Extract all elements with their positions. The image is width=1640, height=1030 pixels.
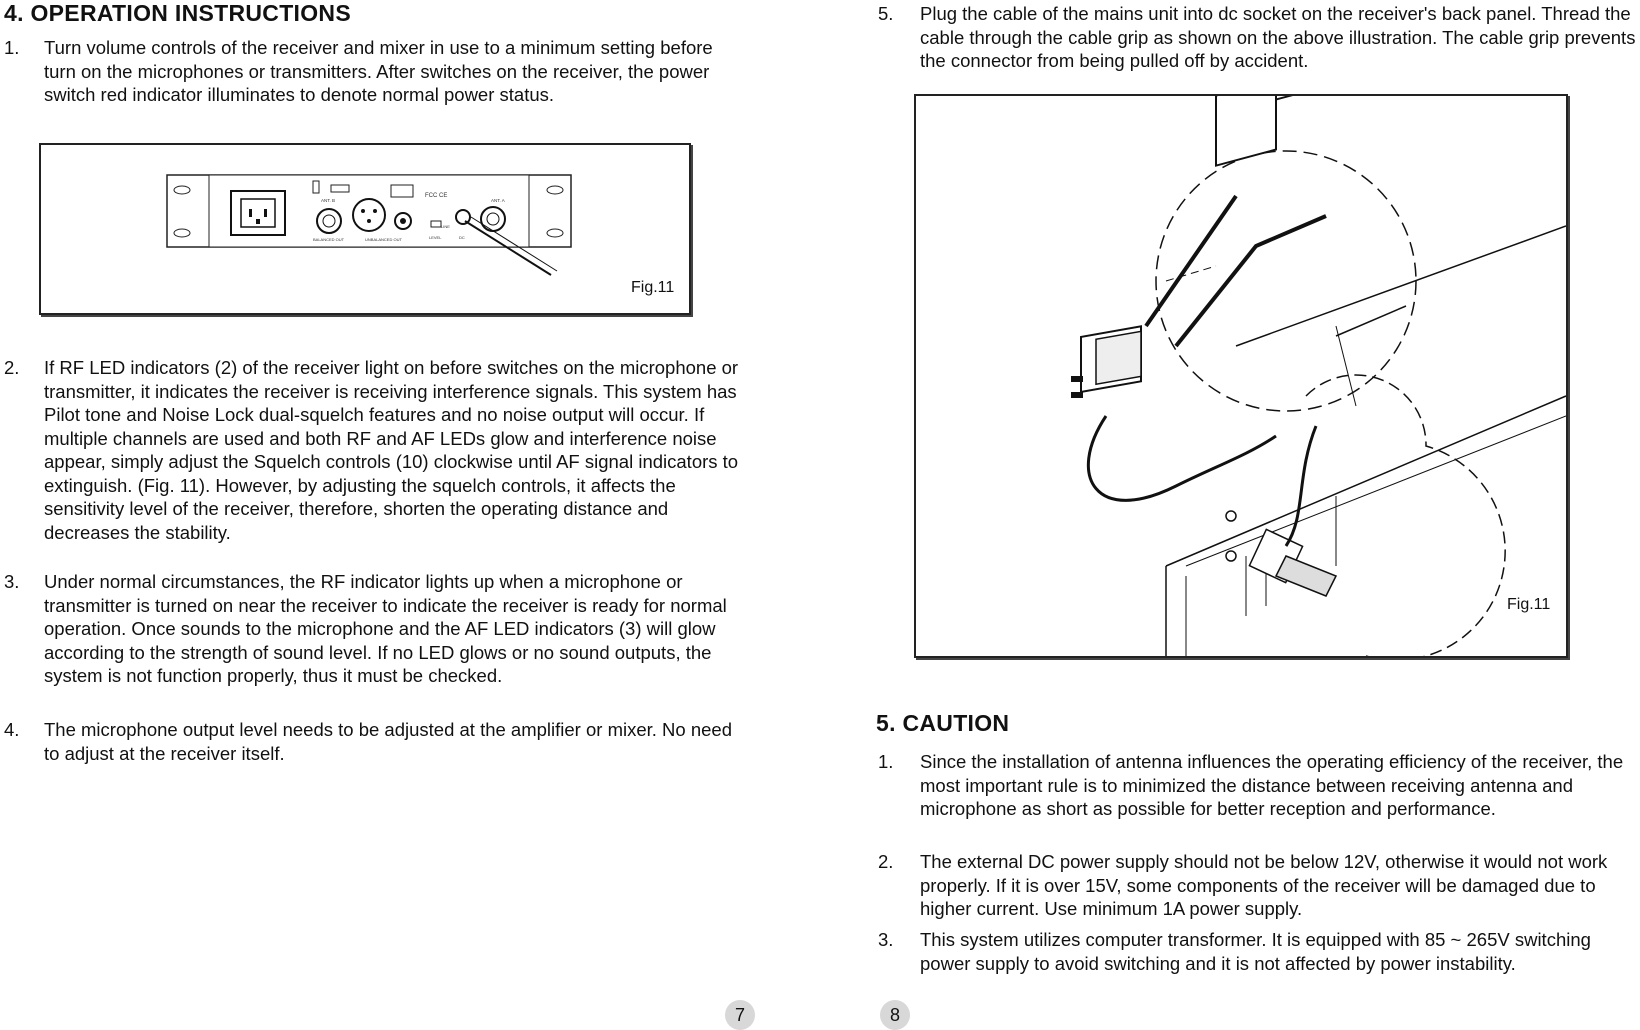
label-balanced: BALANCED OUT (313, 237, 345, 242)
item-text: If RF LED indicators (2) of the receiver light on before switches on the microphone or transmitter, it indicates the receiver is receiving interference signals. This system has Pilot tone and Noise Lock dual-squelch features and no noise output will occur. If multiple channels are used and both RF and AF LEDs glow and interference noise appear, simply adjust the Squelch controls (10) clockwise until AF signal indicators to extinguish. (Fig. 11). However, by adjusting the squelch controls, it affects the sensitivity level of the receiver, therefore, shorten the operating distance and decreases the stability. (44, 357, 739, 543)
item-number: 4. (4, 719, 20, 740)
page-number: 7 (725, 1000, 755, 1030)
item-text: This system utilizes computer transformer. It is equipped with 85 ~ 265V switching power supply to avoid switching and it is not affected by power instability. (920, 929, 1591, 974)
item-number: 1. (878, 751, 894, 772)
item-text: Under normal circumstances, the RF indicator lights up when a microphone or transmitter is turned on near the receiver to indicate the receiver is ready for normal operation. Once sounds to the microphone and the AF LED indicators (3) will glow according to the strength of sound level. If no LED glows or no sound outputs, the system is not function properly, thus it must be checked. (44, 571, 727, 686)
rear-panel-illustration (41, 145, 689, 313)
label-level: LEVEL (429, 235, 442, 240)
item-text: Plug the cable of the mains unit into dc socket on the receiver's back panel. Thread the cable through the cable grip as shown on the above illustration. The cable grip prevents the connector from being pulled off by accident. (920, 3, 1636, 71)
section-heading-caution: 5. CAUTION (876, 710, 1010, 736)
label-ant-b: ANT. B (321, 198, 336, 203)
left-page (0, 0, 780, 1023)
figure-cable-grip (914, 94, 1568, 658)
item-number: 1. (4, 37, 20, 58)
section-heading-operation: 4. OPERATION INSTRUCTIONS (4, 0, 351, 26)
figure-label: Fig.11 (1507, 596, 1551, 613)
right-page (860, 0, 1640, 1023)
item-number: 3. (4, 571, 20, 592)
item-text: Since the installation of antenna influences the operating efficiency of the receiver, the most important rule is to minimized the distance between receiving antenna and microphone as short as possible for better reception and performance. (920, 751, 1624, 819)
label-unbalanced: UNBALANCED OUT (365, 237, 402, 242)
label-dc: DC (459, 235, 465, 240)
figure-rear-panel (39, 143, 691, 315)
item-number: 2. (878, 851, 894, 872)
label-line: LINE (441, 224, 450, 229)
item-text: The external DC power supply should not be below 12V, otherwise it would not work properly. If it is over 15V, some components of the receiver will be damaged due to higher current. Use minimum 1A power supply. (920, 851, 1608, 919)
figure-label: Fig.11 (631, 279, 675, 296)
item-number: 3. (878, 929, 894, 950)
item-text: The microphone output level needs to be adjusted at the amplifier or mixer. No need to adjust at the receiver itself. (44, 719, 732, 764)
item-text: Turn volume controls of the receiver and mixer in use to a minimum setting before turn on the microphones or transmitters. After switches on the receiver, the power switch red indicator illuminates to denote normal power status. (44, 37, 713, 105)
label-fcc: FCC CE (425, 193, 448, 199)
label-ant-a: ANT. A (491, 198, 505, 203)
item-number: 2. (4, 357, 20, 378)
cable-grip-illustration (916, 96, 1566, 656)
page-number: 8 (880, 1000, 910, 1030)
item-number: 5. (878, 3, 894, 24)
